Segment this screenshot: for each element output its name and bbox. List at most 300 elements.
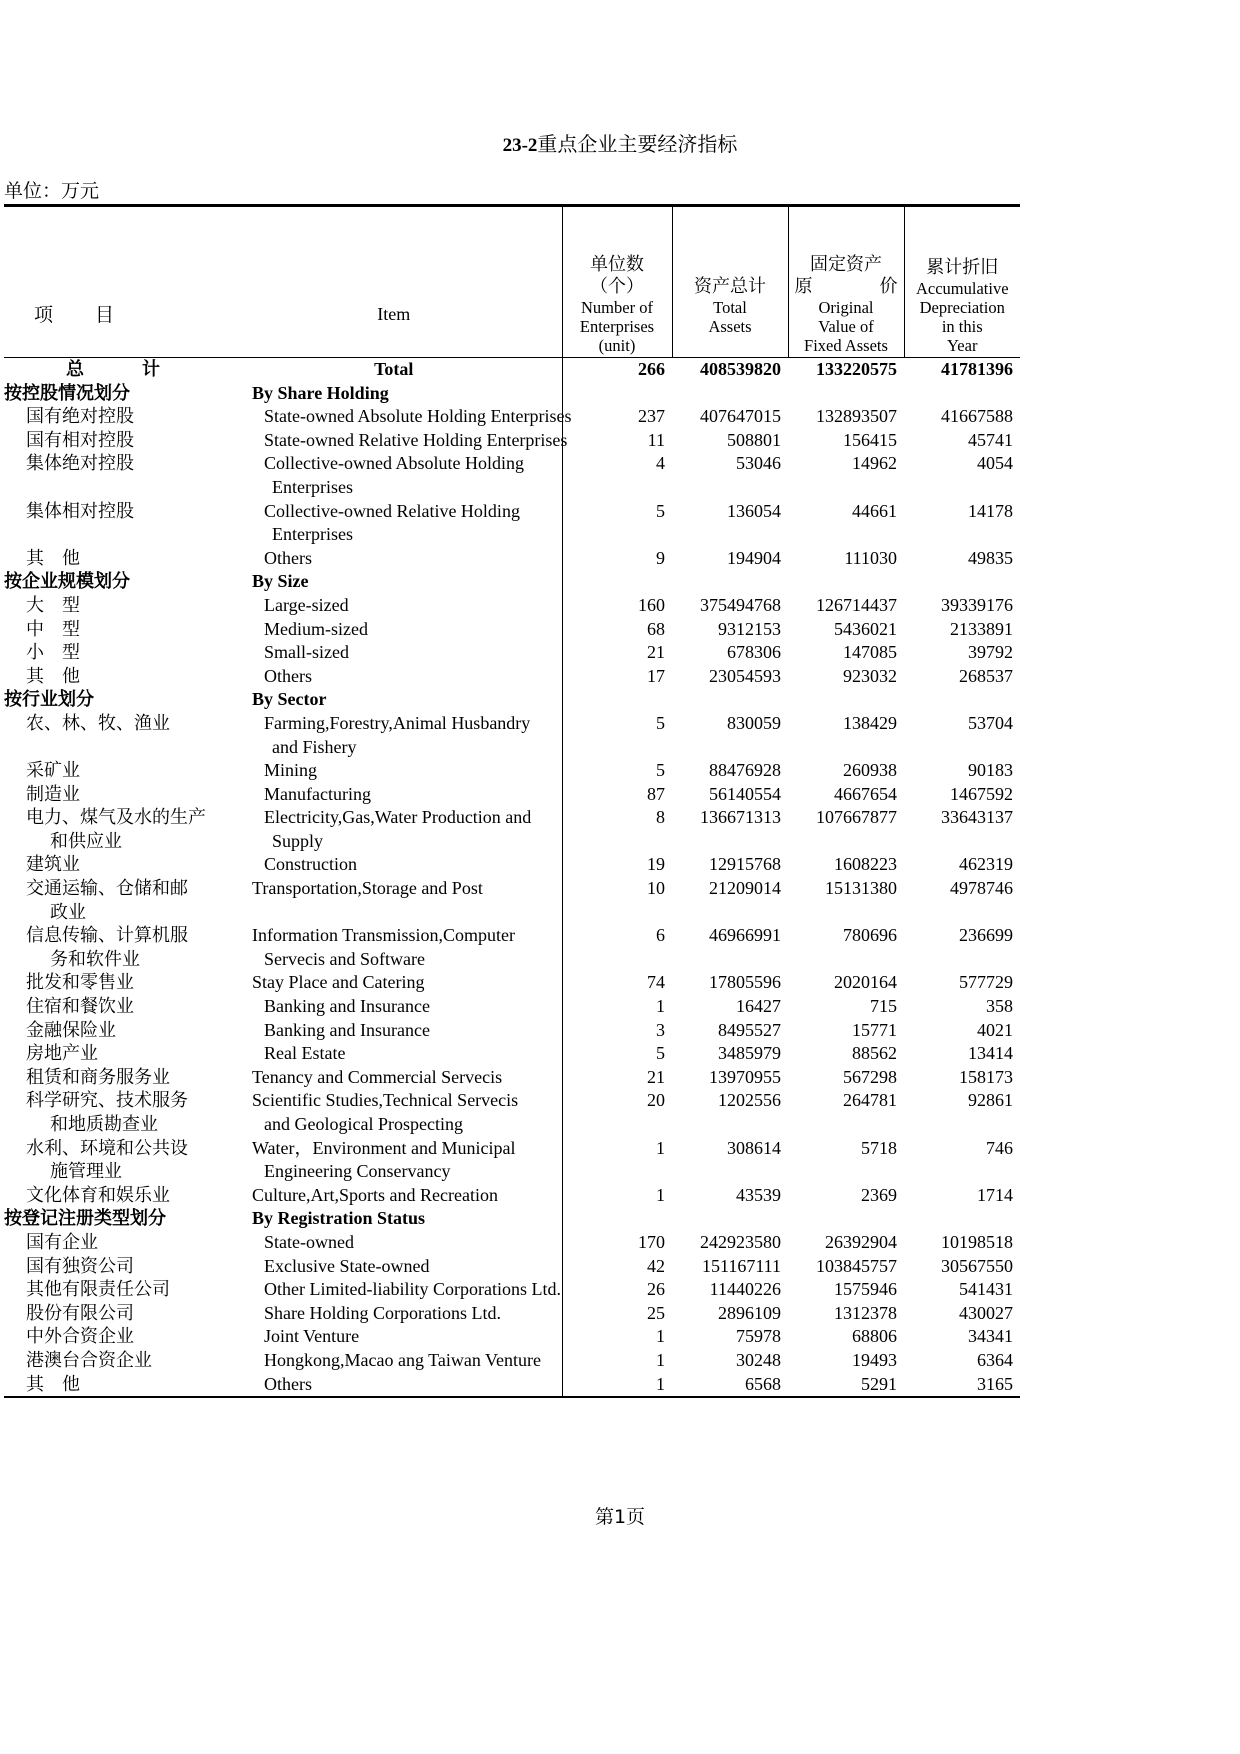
row-value-number-of-enterprises: 74 <box>647 972 665 993</box>
row-label-en: Engineering Conservancy <box>226 1160 562 1184</box>
row-label-en: Manufacturing <box>226 783 562 807</box>
row-label-cn: 农、林、牧、渔业 <box>26 712 170 734</box>
row-value-fixed-assets-original-value: 567298 <box>843 1066 897 1087</box>
row-value-number-of-enterprises: 21 <box>647 1066 665 1087</box>
table-row <box>4 688 1020 712</box>
row-value-total-assets: 136054 <box>727 500 781 521</box>
table-row <box>4 1255 1020 1279</box>
row-value-number-of-enterprises: 26 <box>647 1279 665 1300</box>
row-value-number-of-enterprises: 1 <box>656 1184 665 1205</box>
row-value-accumulative-depreciation: 13414 <box>968 1043 1013 1064</box>
row-value-accumulative-depreciation: 4054 <box>977 453 1013 474</box>
table-row <box>4 1325 1020 1349</box>
row-value-total-assets: 194904 <box>727 547 781 568</box>
row-value-number-of-enterprises: 266 <box>562 358 672 382</box>
row-label-en: Water，Environment and Municipal <box>226 1137 562 1161</box>
row-value-total-assets: 46966991 <box>709 925 781 946</box>
row-value-accumulative-depreciation <box>904 382 1020 406</box>
row-value-fixed-assets-original-value: 156415 <box>843 429 897 450</box>
row-label-en: Others <box>226 1373 562 1398</box>
row-value-fixed-assets-original-value <box>788 570 904 594</box>
row-label-cn: 集体相对控股 <box>26 500 134 522</box>
row-label-en: Others <box>226 665 562 689</box>
row-value-number-of-enterprises: 1 <box>656 1326 665 1347</box>
row-value-number-of-enterprises <box>562 1160 672 1184</box>
row-value-total-assets: 151167111 <box>702 1255 781 1276</box>
row-value-total-assets: 3485979 <box>718 1043 781 1064</box>
row-label-en: By Share Holding <box>226 382 562 406</box>
row-label-cn <box>4 736 226 760</box>
row-value-fixed-assets-original-value <box>788 948 904 972</box>
table-row <box>4 1089 1020 1113</box>
row-value-total-assets: 2896109 <box>718 1302 781 1323</box>
row-label-en: Scientific Studies,Technical Servecis <box>226 1089 562 1113</box>
header-total-assets <box>672 206 788 358</box>
row-value-accumulative-depreciation: 39792 <box>968 642 1013 663</box>
row-value-total-assets: 13970955 <box>709 1066 781 1087</box>
table-row <box>4 523 1020 547</box>
row-label-en: By Registration Status <box>226 1207 562 1231</box>
table-row <box>4 1302 1020 1326</box>
row-value-total-assets <box>672 830 788 854</box>
row-value-fixed-assets-original-value: 4667654 <box>834 783 897 804</box>
row-label-cn: 股份有限公司 <box>26 1302 134 1324</box>
row-value-number-of-enterprises: 21 <box>647 642 665 663</box>
row-value-accumulative-depreciation: 158173 <box>959 1066 1013 1087</box>
row-value-fixed-assets-original-value: 126714437 <box>816 594 897 615</box>
row-label-cn: 住宿和餐饮业 <box>26 996 134 1018</box>
table-row <box>4 1207 1020 1231</box>
row-label-cn: 中 型 <box>26 618 80 640</box>
row-label-en: Collective-owned Relative Holding <box>226 500 562 524</box>
row-value-total-assets: 23054593 <box>709 665 781 686</box>
table-row <box>4 830 1020 854</box>
row-value-total-assets: 30248 <box>736 1349 781 1370</box>
row-value-fixed-assets-original-value: 780696 <box>843 925 897 946</box>
row-value-number-of-enterprises <box>562 476 672 500</box>
row-value-total-assets: 56140554 <box>709 783 781 804</box>
table-row <box>4 1042 1020 1066</box>
header-item-cn <box>4 206 226 358</box>
row-value-number-of-enterprises: 1 <box>562 1373 672 1398</box>
row-label-en: Enterprises <box>226 476 562 500</box>
row-label-cn: 和地质勘查业 <box>50 1114 158 1135</box>
row-label-en: Collective-owned Absolute Holding <box>226 452 562 476</box>
row-label-en: By Sector <box>226 688 562 712</box>
row-label-cn: 水利、环境和公共设 <box>26 1137 188 1159</box>
header-fixed-assets-original-value <box>788 206 904 358</box>
row-value-number-of-enterprises: 5 <box>656 712 665 733</box>
row-label-cn: 小 型 <box>26 642 80 664</box>
row-label-en: State-owned <box>226 1231 562 1255</box>
row-label-cn: 集体绝对控股 <box>26 453 134 475</box>
table-row <box>4 783 1020 807</box>
row-value-accumulative-depreciation: 1467592 <box>950 783 1013 804</box>
header-fixed-cn-2: 原 价 <box>794 276 898 297</box>
row-label-cn: 和供应业 <box>50 830 122 852</box>
row-value-number-of-enterprises <box>562 382 672 406</box>
row-label-en: Banking and Insurance <box>226 1019 562 1043</box>
table-header <box>4 206 1020 358</box>
row-label-cn: 其 他 <box>26 665 80 687</box>
row-value-total-assets: 242923580 <box>700 1231 781 1252</box>
table-row <box>4 570 1020 594</box>
table-row <box>4 405 1020 429</box>
table-row <box>4 1373 1020 1398</box>
row-value-accumulative-depreciation: 462319 <box>959 854 1013 875</box>
row-value-accumulative-depreciation: 577729 <box>959 972 1013 993</box>
table-row <box>4 971 1020 995</box>
row-value-accumulative-depreciation <box>904 1160 1020 1184</box>
row-value-total-assets <box>672 382 788 406</box>
row-value-accumulative-depreciation: 746 <box>986 1137 1013 1158</box>
row-value-fixed-assets-original-value: 1575946 <box>834 1279 897 1300</box>
row-value-accumulative-depreciation: 41667588 <box>941 406 1013 427</box>
row-label-en: By Size <box>226 570 562 594</box>
row-label-cn: 采矿业 <box>26 760 80 782</box>
table-row <box>4 736 1020 760</box>
statistics-table <box>4 204 1020 1398</box>
row-value-fixed-assets-original-value: 88562 <box>852 1043 897 1064</box>
row-label-cn: 文化体育和娱乐业 <box>26 1184 170 1206</box>
row-value-total-assets: 375494768 <box>700 594 781 615</box>
row-label-en: Small-sized <box>226 641 562 665</box>
title-text: 重点企业主要经济指标 <box>537 132 738 156</box>
row-label-en: Transportation,Storage and Post <box>226 877 562 901</box>
row-value-number-of-enterprises: 237 <box>638 406 665 427</box>
row-label-cn: 按行业划分 <box>4 689 94 711</box>
row-value-fixed-assets-original-value: 715 <box>870 996 897 1017</box>
row-label-cn: 国有独资公司 <box>26 1255 134 1277</box>
row-label-cn: 电力、煤气及水的生产 <box>26 807 206 829</box>
row-value-accumulative-depreciation: 4021 <box>977 1019 1013 1040</box>
row-value-total-assets <box>672 901 788 925</box>
row-label-cn: 其 他 <box>4 1373 226 1398</box>
row-value-total-assets: 75978 <box>736 1326 781 1347</box>
row-label-en: Medium-sized <box>226 618 562 642</box>
table-row <box>4 1137 1020 1161</box>
row-label-en: Culture,Art,Sports and Recreation <box>226 1184 562 1208</box>
table-row <box>4 358 1020 382</box>
row-label-en: Tenancy and Commercial Servecis <box>226 1066 562 1090</box>
row-value-fixed-assets-original-value: 5436021 <box>834 618 897 639</box>
row-label-en: Total <box>226 358 562 382</box>
row-value-number-of-enterprises <box>562 523 672 547</box>
row-value-fixed-assets-original-value: 5718 <box>861 1137 897 1158</box>
row-value-fixed-assets-original-value: 1312378 <box>834 1302 897 1323</box>
row-value-fixed-assets-original-value <box>788 1113 904 1137</box>
header-accumulative-depreciation <box>904 206 1020 358</box>
row-value-number-of-enterprises: 8 <box>656 807 665 828</box>
header-item-cn-char1: 项 <box>34 304 96 326</box>
row-value-number-of-enterprises: 1 <box>656 1349 665 1370</box>
row-value-fixed-assets-original-value <box>788 1207 904 1231</box>
row-value-total-assets: 1202556 <box>718 1090 781 1111</box>
row-value-total-assets: 408539820 <box>672 358 788 382</box>
row-value-fixed-assets-original-value: 19493 <box>852 1349 897 1370</box>
row-label-en: Joint Venture <box>226 1325 562 1349</box>
table-row <box>4 1113 1020 1137</box>
row-value-fixed-assets-original-value <box>788 830 904 854</box>
header-assets-cn: 资产总计 <box>694 276 766 297</box>
row-value-accumulative-depreciation: 268537 <box>959 665 1013 686</box>
row-label-cn: 房地产业 <box>26 1043 98 1065</box>
row-value-accumulative-depreciation: 45741 <box>968 429 1013 450</box>
row-value-total-assets: 6568 <box>672 1373 788 1398</box>
row-value-fixed-assets-original-value: 15771 <box>852 1019 897 1040</box>
row-value-fixed-assets-original-value: 14962 <box>852 453 897 474</box>
row-value-fixed-assets-original-value: 1608223 <box>834 854 897 875</box>
row-value-number-of-enterprises: 5 <box>656 500 665 521</box>
page-footer: 第1页 <box>594 1506 646 1528</box>
table-row <box>4 901 1020 925</box>
row-value-number-of-enterprises: 170 <box>638 1231 665 1252</box>
row-value-accumulative-depreciation: 14178 <box>968 500 1013 521</box>
table-row <box>4 712 1020 736</box>
row-value-fixed-assets-original-value: 2369 <box>861 1184 897 1205</box>
row-label-en: Enterprises <box>226 523 562 547</box>
header-number-of-enterprises <box>562 206 672 358</box>
row-label-en: Exclusive State-owned <box>226 1255 562 1279</box>
row-value-fixed-assets-original-value: 15131380 <box>825 878 897 899</box>
row-value-number-of-enterprises <box>562 736 672 760</box>
row-label-en: Large-sized <box>226 594 562 618</box>
header-depr-en-1: Accumulative <box>915 279 1009 298</box>
row-value-fixed-assets-original-value: 68806 <box>852 1326 897 1347</box>
row-label-en: Other Limited-liability Corporations Ltd. <box>226 1278 562 1302</box>
title-number: 23-2 <box>502 135 538 156</box>
row-value-total-assets: 43539 <box>736 1184 781 1205</box>
row-label-en: Servecis and Software <box>226 948 562 972</box>
row-value-number-of-enterprises: 4 <box>656 453 665 474</box>
header-depr-en-2: Depreciation <box>919 298 1005 317</box>
row-value-total-assets <box>672 1207 788 1231</box>
table-body <box>4 358 1020 1398</box>
row-value-total-assets: 88476928 <box>709 760 781 781</box>
row-label-en: State-owned Absolute Holding Enterprises <box>226 405 562 429</box>
row-label-cn: 国有企业 <box>26 1231 98 1253</box>
row-label-en: Others <box>226 547 562 571</box>
row-value-number-of-enterprises <box>562 948 672 972</box>
row-label-cn: 租赁和商务服务业 <box>26 1066 170 1088</box>
table-row <box>4 759 1020 783</box>
row-value-total-assets <box>672 948 788 972</box>
row-value-number-of-enterprises: 5 <box>656 760 665 781</box>
row-label-en <box>226 901 562 925</box>
table-row <box>4 806 1020 830</box>
row-label-en: Hongkong,Macao ang Taiwan Venture <box>226 1349 562 1373</box>
row-value-total-assets: 53046 <box>736 453 781 474</box>
header-item-cn-char2: 目 <box>95 304 157 326</box>
row-value-accumulative-depreciation <box>904 688 1020 712</box>
row-value-accumulative-depreciation <box>904 901 1020 925</box>
row-value-accumulative-depreciation: 92861 <box>968 1090 1013 1111</box>
row-value-fixed-assets-original-value: 44661 <box>852 500 897 521</box>
header-units-en-1: Number of <box>581 298 653 317</box>
row-value-number-of-enterprises: 9 <box>656 547 665 568</box>
statistics-table-container <box>4 204 1020 1398</box>
row-value-number-of-enterprises: 68 <box>647 618 665 639</box>
row-value-total-assets: 9312153 <box>718 618 781 639</box>
row-label-en: and Fishery <box>226 736 562 760</box>
row-value-total-assets <box>672 688 788 712</box>
row-value-accumulative-depreciation: 2133891 <box>950 618 1013 639</box>
row-value-fixed-assets-original-value: 5291 <box>788 1373 904 1398</box>
row-value-fixed-assets-original-value: 260938 <box>843 760 897 781</box>
header-units-cn-2: （个） <box>590 276 644 297</box>
row-value-total-assets: 508801 <box>727 429 781 450</box>
header-units-en-2: Enterprises <box>579 317 655 336</box>
row-value-accumulative-depreciation: 4978746 <box>950 878 1013 899</box>
row-value-total-assets: 136671313 <box>700 807 781 828</box>
row-label-cn: 金融保险业 <box>26 1019 116 1041</box>
row-value-accumulative-depreciation <box>904 948 1020 972</box>
row-value-number-of-enterprises: 42 <box>647 1255 665 1276</box>
row-value-fixed-assets-original-value: 133220575 <box>788 358 904 382</box>
row-value-accumulative-depreciation <box>904 570 1020 594</box>
row-label-cn <box>4 476 226 500</box>
row-value-number-of-enterprises: 17 <box>647 665 665 686</box>
table-row <box>4 1184 1020 1208</box>
table-row <box>4 641 1020 665</box>
row-value-fixed-assets-original-value: 923032 <box>843 665 897 686</box>
row-value-number-of-enterprises: 6 <box>656 925 665 946</box>
row-value-number-of-enterprises: 19 <box>647 854 665 875</box>
row-label-cn: 政业 <box>50 901 86 923</box>
header-depr-en-3: in this <box>941 317 983 336</box>
header-assets-en-2: Assets <box>708 317 752 336</box>
page-title <box>0 128 1240 157</box>
table-row <box>4 924 1020 948</box>
row-value-number-of-enterprises: 1 <box>656 996 665 1017</box>
row-value-fixed-assets-original-value: 107667877 <box>816 807 897 828</box>
row-label-en: Construction <box>226 853 562 877</box>
table-row <box>4 1278 1020 1302</box>
table-row <box>4 594 1020 618</box>
row-value-number-of-enterprises: 160 <box>638 594 665 615</box>
row-value-accumulative-depreciation: 541431 <box>959 1279 1013 1300</box>
row-value-number-of-enterprises: 11 <box>647 429 665 450</box>
row-value-fixed-assets-original-value <box>788 382 904 406</box>
row-label-cn: 按企业规模划分 <box>4 571 130 593</box>
table-row <box>4 1349 1020 1373</box>
header-fixed-en-1: Original <box>818 298 874 317</box>
header-assets-en-1: Total <box>713 298 747 317</box>
header-fixed-en-3: Fixed Assets <box>804 336 888 355</box>
row-value-total-assets: 16427 <box>736 996 781 1017</box>
header-units-cn-1: 单位数 <box>590 254 644 275</box>
unit-note: 单位：万元 <box>4 180 100 202</box>
row-value-accumulative-depreciation: 49835 <box>968 547 1013 568</box>
row-value-number-of-enterprises <box>562 570 672 594</box>
row-value-accumulative-depreciation: 30567550 <box>941 1255 1013 1276</box>
table-row <box>4 877 1020 901</box>
row-value-fixed-assets-original-value: 138429 <box>843 712 897 733</box>
row-label-en: Stay Place and Catering <box>226 971 562 995</box>
row-label-en: Mining <box>226 759 562 783</box>
row-value-accumulative-depreciation <box>904 523 1020 547</box>
row-value-fixed-assets-original-value: 111030 <box>844 547 897 568</box>
row-label-en: Farming,Forestry,Animal Husbandry <box>226 712 562 736</box>
table-row <box>4 382 1020 406</box>
table-row <box>4 547 1020 571</box>
row-label-en: State-owned Relative Holding Enterprises <box>226 429 562 453</box>
row-label-cn: 交通运输、仓储和邮 <box>26 878 188 900</box>
table-row <box>4 1066 1020 1090</box>
row-value-accumulative-depreciation: 90183 <box>968 760 1013 781</box>
row-value-fixed-assets-original-value: 132893507 <box>816 406 897 427</box>
row-value-total-assets <box>672 523 788 547</box>
row-value-total-assets: 678306 <box>727 642 781 663</box>
row-value-total-assets: 12915768 <box>709 854 781 875</box>
row-value-total-assets: 11440226 <box>709 1279 781 1300</box>
row-value-total-assets <box>672 1160 788 1184</box>
header-fixed-en-2: Value of <box>818 317 874 336</box>
row-label-cn: 大 型 <box>26 594 80 616</box>
row-label-cn: 制造业 <box>26 783 80 805</box>
row-label-en: Electricity,Gas,Water Production and <box>226 806 562 830</box>
header-depr-cn: 累计折旧 <box>926 257 999 278</box>
row-label-cn: 其他有限责任公司 <box>26 1279 170 1301</box>
row-value-fixed-assets-original-value: 147085 <box>843 642 897 663</box>
row-label-cn: 按控股情况划分 <box>4 382 130 404</box>
row-value-accumulative-depreciation: 6364 <box>977 1349 1013 1370</box>
row-value-accumulative-depreciation: 53704 <box>968 712 1013 733</box>
header-item-en: Item <box>226 206 562 358</box>
row-value-number-of-enterprises: 1 <box>656 1137 665 1158</box>
row-value-accumulative-depreciation: 1714 <box>977 1184 1013 1205</box>
row-label-cn: 国有绝对控股 <box>26 406 134 428</box>
row-value-number-of-enterprises <box>562 1113 672 1137</box>
row-label-cn: 国有相对控股 <box>26 429 134 451</box>
row-value-fixed-assets-original-value: 264781 <box>843 1090 897 1111</box>
row-value-number-of-enterprises: 3 <box>656 1019 665 1040</box>
row-value-accumulative-depreciation: 358 <box>986 996 1013 1017</box>
table-row <box>4 948 1020 972</box>
row-label-cn: 按登记注册类型划分 <box>4 1208 166 1230</box>
table-row <box>4 995 1020 1019</box>
row-value-accumulative-depreciation <box>904 830 1020 854</box>
row-value-fixed-assets-original-value <box>788 523 904 547</box>
table-row <box>4 853 1020 877</box>
row-value-total-assets <box>672 736 788 760</box>
row-label-cn: 信息传输、计算机服 <box>26 925 188 947</box>
row-value-number-of-enterprises: 10 <box>647 878 665 899</box>
table-row <box>4 1160 1020 1184</box>
row-value-accumulative-depreciation <box>904 1207 1020 1231</box>
row-value-fixed-assets-original-value: 26392904 <box>825 1231 897 1252</box>
row-value-accumulative-depreciation: 430027 <box>959 1302 1013 1323</box>
row-label-cn: 港澳台合资企业 <box>26 1349 152 1371</box>
table-row <box>4 500 1020 524</box>
row-value-total-assets <box>672 476 788 500</box>
row-value-accumulative-depreciation: 34341 <box>968 1326 1013 1347</box>
row-value-number-of-enterprises: 25 <box>647 1302 665 1323</box>
row-label-cn: 施管理业 <box>50 1161 122 1183</box>
row-value-number-of-enterprises <box>562 688 672 712</box>
row-value-fixed-assets-original-value <box>788 901 904 925</box>
row-value-accumulative-depreciation: 41781396 <box>904 358 1020 382</box>
table-row <box>4 1231 1020 1255</box>
row-value-total-assets: 21209014 <box>709 878 781 899</box>
row-value-total-assets <box>672 1113 788 1137</box>
row-value-total-assets <box>672 570 788 594</box>
row-value-total-assets: 17805596 <box>709 972 781 993</box>
row-value-accumulative-depreciation: 3165 <box>904 1373 1020 1398</box>
row-label-cn: 批发和零售业 <box>26 972 134 994</box>
header-units-en-3: (unit) <box>598 336 636 355</box>
row-label-cn: 其 他 <box>26 547 80 569</box>
